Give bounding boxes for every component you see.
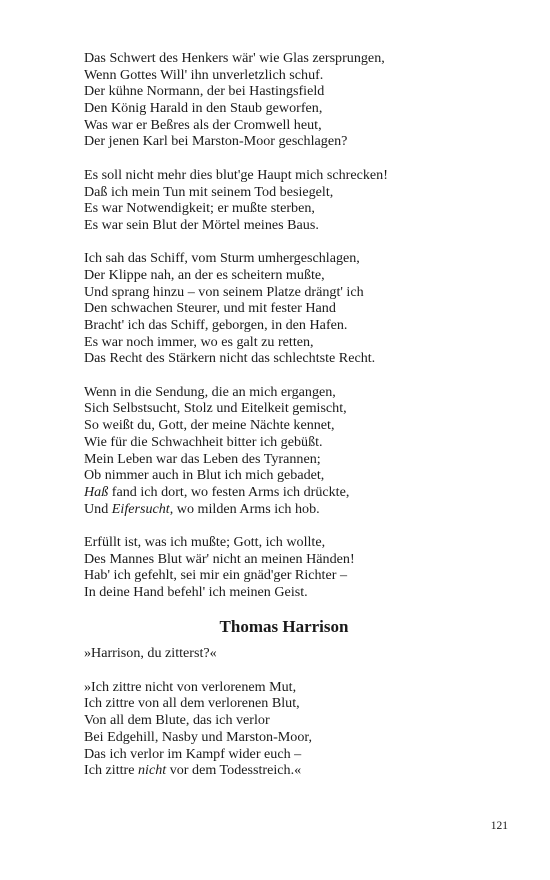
verse-line: Bracht' ich das Schiff, geborgen, in den Hafen. <box>84 317 348 333</box>
verse-line: »Ich zittre nicht von verlorenem Mut, <box>84 678 297 695</box>
verse-line: Ich zittre nicht vor dem Todesstreich.« <box>84 762 302 779</box>
verse-line: Daß ich mein Tun mit seinem Tod besiegelt, <box>84 183 334 200</box>
poem-thomas-harrison <box>84 645 484 779</box>
verse-line: Das Recht des Stärkern nicht das schlechtste Recht. <box>84 350 376 367</box>
stanza <box>84 167 484 234</box>
stanza <box>84 384 484 518</box>
verse-line: Der Klippe nah, an der es scheitern mußte, <box>84 266 325 283</box>
poem-title: Thomas Harrison <box>219 617 349 637</box>
verse-line: Wenn in die Sendung, die an mich ergangen, <box>84 383 336 400</box>
verse-line: Ich sah das Schiff, vom Sturm umhergeschlagen, <box>84 250 360 267</box>
verse-line: Was war er Beßres als der Cromwell heut, <box>84 116 322 133</box>
verse-line: Der jenen Karl bei Marston-Moor geschlagen? <box>84 133 348 150</box>
verse-line: Und Eifersucht, wo milden Arms ich hob. <box>84 500 320 517</box>
verse-line: Es war sein Blut der Mörtel meines Baus. <box>84 216 319 233</box>
verse-line: Es war noch immer, wo es galt zu retten, <box>84 333 314 350</box>
verse-line: Wie für die Schwachheit bitter ich gebüßt. <box>84 433 323 450</box>
stanza <box>84 534 484 601</box>
stanza <box>84 645 484 662</box>
verse-line: Erfüllt ist, was ich mußte; Gott, ich wollte, <box>84 533 326 550</box>
stanza <box>84 50 484 150</box>
verse-line: Sich Selbstsucht, Stolz und Eitelkeit gemischt, <box>84 400 347 417</box>
verse-line: Bei Edgehill, Nasby und Marston-Moor, <box>84 728 313 745</box>
verse-line: Es soll nicht mehr dies blut'ge Haupt mich schrecken! <box>84 166 388 183</box>
verse-line: Das Schwert des Henkers wär' wie Glas zersprungen, <box>84 50 385 66</box>
stanza <box>84 679 484 779</box>
verse-line: Wenn Gottes Will' ihn unverletzlich schuf. <box>84 66 324 83</box>
verse-line: Hab' ich gefehlt, sei mir ein gnäd'ger Richter – <box>84 567 347 584</box>
verse-line: Ob nimmer auch in Blut ich mich gebadet, <box>84 467 325 484</box>
page-content <box>84 50 484 796</box>
page-number: 121 <box>490 820 508 832</box>
verse-line: Von all dem Blute, das ich verlor <box>84 712 270 729</box>
verse-line: In deine Hand befehl' ich meinen Geist. <box>84 584 308 600</box>
verse-line: Und sprang hinzu – von seinem Platze drängt' ich <box>84 283 364 300</box>
verse-line: Es war Notwendigkeit; er mußte sterben, <box>84 200 315 217</box>
verse-line: Den schwachen Steurer, und mit fester Hand <box>84 300 336 317</box>
verse-line: Ich zittre von all dem verlorenen Blut, <box>84 695 300 712</box>
verse-line: Haß fand ich dort, wo festen Arms ich drückte, <box>84 483 350 500</box>
verse-line: Den König Harald in den Staub geworfen, <box>84 100 323 117</box>
verse-line: Des Mannes Blut wär' nicht an meinen Händen! <box>84 550 355 567</box>
verse-line: So weißt du, Gott, der meine Nächte kennet, <box>84 417 335 434</box>
verse-line: »Harrison, du zitterst?« <box>84 645 217 662</box>
stanza <box>84 250 484 367</box>
verse-line: Das ich verlor im Kampf wider euch – <box>84 745 302 762</box>
verse-line: Der kühne Normann, der bei Hastingsfield <box>84 83 325 100</box>
poem-cromwell <box>84 50 484 601</box>
verse-line: Mein Leben war das Leben des Tyrannen; <box>84 450 321 467</box>
